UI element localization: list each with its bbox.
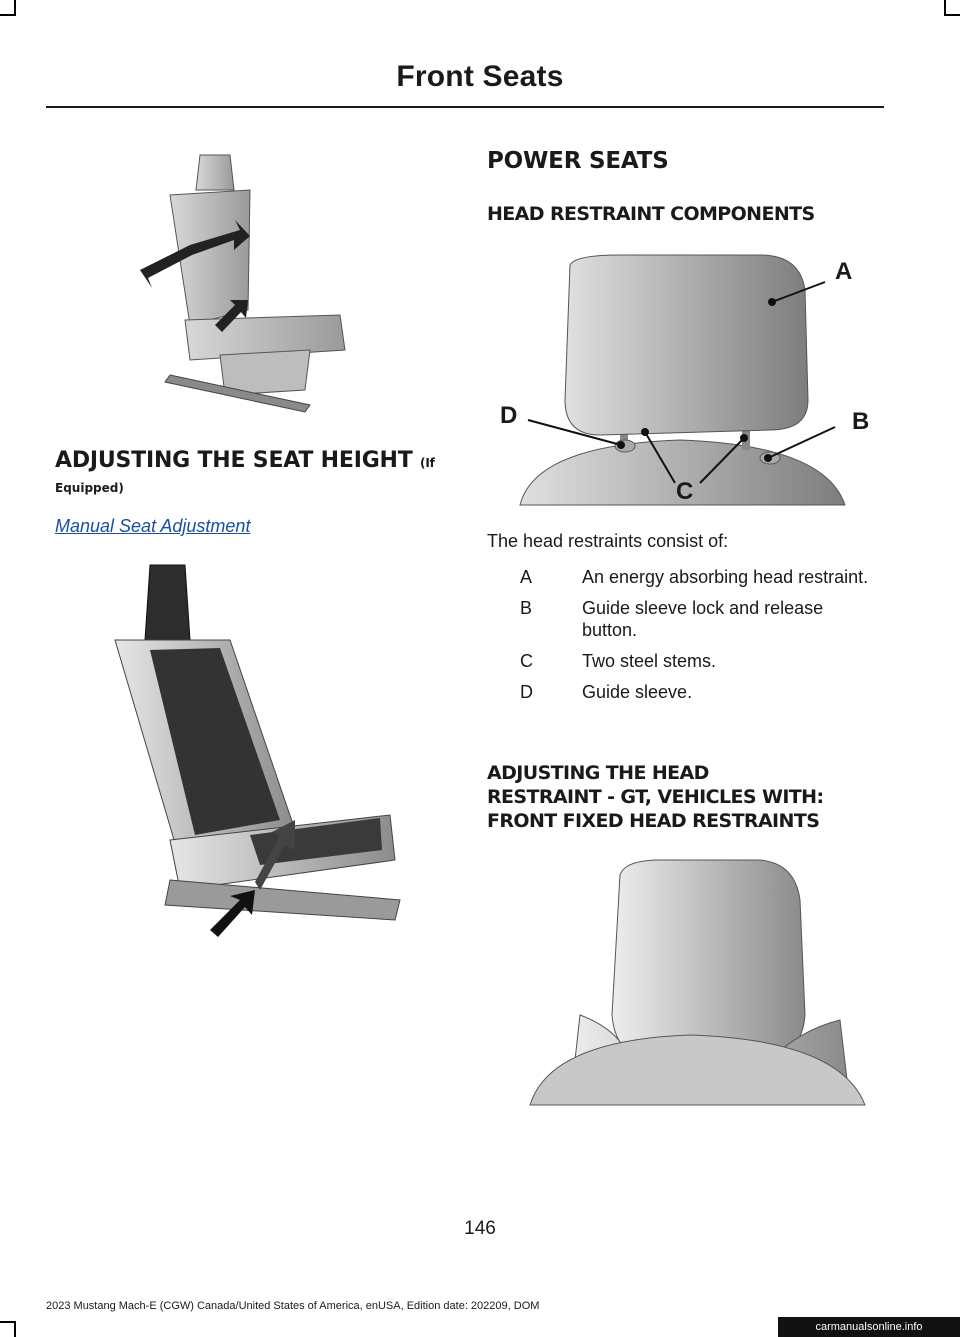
item-key: D [520,682,533,702]
head-restraint-components-illustration [490,250,880,510]
section-heading-power-seats: POWER SEATS [487,148,669,174]
page-title: Front Seats [396,60,564,93]
crop-mark [0,1321,14,1323]
callout-a: A [835,258,853,285]
list-item [512,597,882,641]
item-text: Guide sleeve. [582,682,693,702]
crop-mark [14,1321,16,1337]
list-item [512,681,882,703]
section-heading-seat-height: ADJUSTING THE SEAT HEIGHT (If [55,448,435,473]
fixed-head-restraint-illustration [510,855,875,1110]
components-intro: The head restraints consist of: [487,531,729,551]
callout-d: D [500,402,518,429]
crop-mark [946,14,960,16]
item-key: A [520,567,533,587]
item-text: Guide sleeve lock and release button. [582,598,824,640]
list-item [512,566,882,588]
seat-height-illustration [110,560,410,945]
callout-b: B [852,408,870,435]
section-heading-adjusting-head-restraint: ADJUSTING THE HEAD RESTRAINT - GT, VEHICLES WITH: FRONT FIXED HEAD RESTRAINTS [487,762,824,832]
item-text: Two steel stems. [582,651,717,671]
crop-mark [14,0,16,16]
item-text: An energy absorbing head restraint. [582,567,869,587]
manual-seat-adjustment-link[interactable]: Manual Seat Adjustment [55,516,251,536]
item-key: C [520,651,533,671]
list-item [512,650,882,672]
section-heading-head-restraint-components: HEAD RESTRAINT COMPONENTS [487,203,815,225]
seat-recline-illustration [130,150,355,415]
crop-mark [0,14,14,16]
item-key: B [520,598,533,618]
crop-mark [944,0,946,16]
components-list [512,566,882,712]
callout-c: C [676,478,694,505]
header-rule [46,106,884,108]
footer-edition-info: 2023 Mustang Mach-E (CGW) Canada/United States of America, enUSA, Edition date: 202209, DOM [46,1300,540,1312]
heading-note-equipped: Equipped) [55,481,124,495]
watermark: carmanualsonline.info [778,1317,960,1337]
page-number: 146 [464,1218,496,1239]
